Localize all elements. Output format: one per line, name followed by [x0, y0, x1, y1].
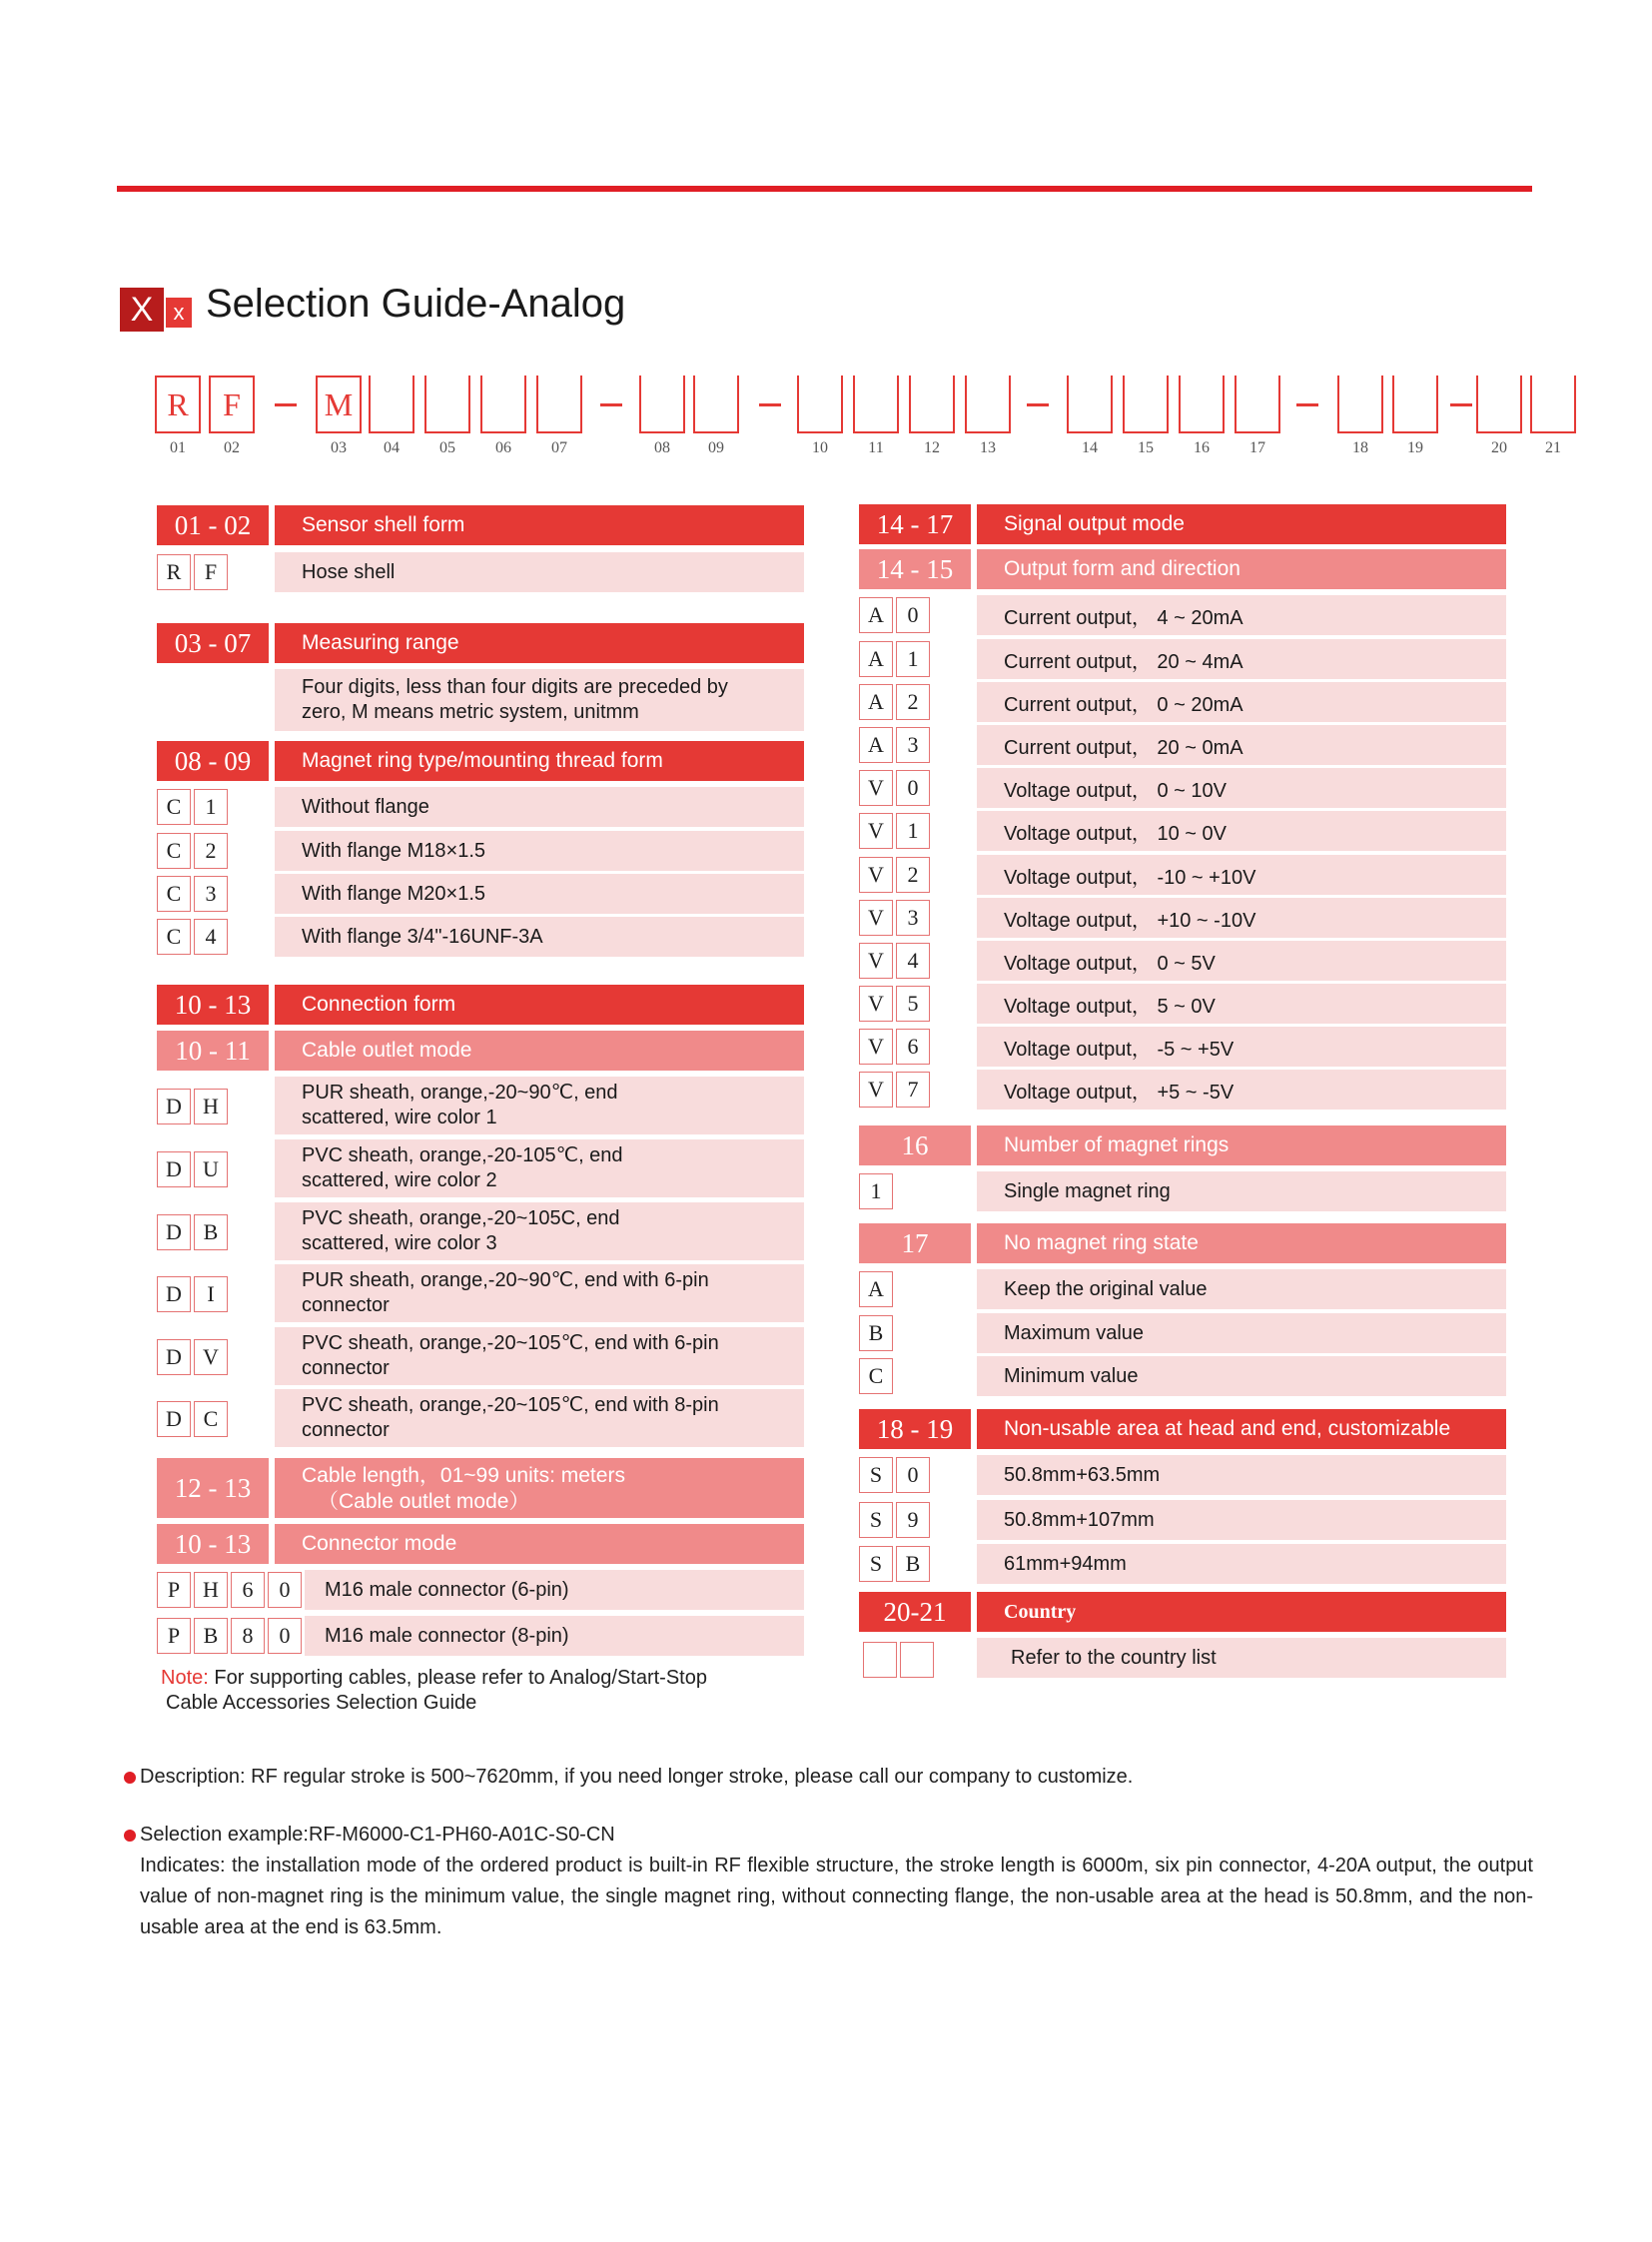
cable-outlet-line1: PVC sheath, orange,-20~105℃, end with 8-pin — [302, 1394, 719, 1416]
cable-outlet-line2: scattered, wire color 2 — [302, 1169, 497, 1191]
no-magnet-state-desc: Maximum value — [977, 1313, 1506, 1353]
cable-outlet-cell: D — [157, 1214, 191, 1250]
cable-length-line2: （Cable outlet mode） — [318, 1490, 530, 1513]
cable-outlet-cell: I — [194, 1276, 228, 1312]
non-usable-area-cell: S — [859, 1546, 893, 1582]
cable-outlet-code: 10 - 11 — [157, 1031, 269, 1071]
code-position-20: 20 — [1491, 439, 1507, 456]
code-box-21 — [1530, 375, 1576, 433]
non-usable-area-desc: 61mm+94mm — [977, 1544, 1506, 1584]
cable-length-line1: Cable length，01~99 units: meters — [302, 1464, 625, 1487]
cable-outlet-line1: PVC sheath, orange,-20~105℃, end with 6-pin — [302, 1332, 719, 1354]
note-line2: Cable Accessories Selection Guide — [166, 1692, 477, 1714]
magnet-ring-type-cell: 1 — [194, 789, 228, 825]
output-form-cell: 3 — [896, 900, 930, 936]
non-usable-area-desc: 50.8mm+63.5mm — [977, 1455, 1506, 1495]
no-magnet-state-desc: Keep the original value — [977, 1269, 1506, 1309]
no-magnet-state-cell: A — [859, 1271, 893, 1307]
magnet-rings-cell: 1 — [859, 1173, 893, 1209]
output-form-desc: Voltage output， 5 ~ 0V — [977, 984, 1506, 1024]
code-box-07 — [536, 375, 582, 433]
magnet-ring-type-desc: With flange M20×1.5 — [275, 874, 804, 914]
output-form-desc: Current output， 0 ~ 20mA — [977, 682, 1506, 722]
non-usable-area-cell: S — [859, 1457, 893, 1493]
output-form-desc: Current output， 4 ~ 20mA — [977, 595, 1506, 635]
connector-mode-cell: 8 — [231, 1618, 265, 1654]
description-text: Description: RF regular stroke is 500~7620mm, if you need longer stroke, please call our company to customize. — [140, 1766, 1134, 1788]
output-form-cell: V — [859, 986, 893, 1022]
magnet-rings-code: 16 — [859, 1125, 971, 1165]
cable-outlet-cell: D — [157, 1339, 191, 1375]
non-usable-area-code: 18 - 19 — [859, 1409, 971, 1449]
cable-outlet-cell: C — [194, 1401, 228, 1437]
logo-big-x: X — [120, 288, 164, 332]
signal-output-title: Signal output mode — [977, 504, 1506, 544]
connector-mode-desc: M16 male connector (8-pin) — [305, 1616, 804, 1656]
cable-outlet-desc — [275, 1389, 804, 1447]
cable-outlet-cell: D — [157, 1276, 191, 1312]
output-form-cell: A — [859, 597, 893, 633]
code-position-08: 08 — [654, 439, 670, 456]
code-position-05: 05 — [439, 439, 455, 456]
cable-outlet-line2: connector — [302, 1419, 390, 1441]
bullet-icon — [124, 1830, 136, 1842]
code-position-17: 17 — [1249, 439, 1265, 456]
code-position-01: 01 — [170, 439, 186, 456]
logo-small-x: x — [166, 298, 192, 328]
measuring-range-line2: zero, M means metric system, unitmm — [302, 701, 639, 723]
cable-outlet-line2: scattered, wire color 1 — [302, 1107, 497, 1128]
connector-mode-cell: H — [194, 1572, 228, 1608]
sensor-shell-desc: Hose shell — [275, 552, 804, 592]
output-form-cell: 3 — [896, 727, 930, 763]
cable-outlet-line2: scattered, wire color 3 — [302, 1232, 497, 1254]
no-magnet-state-cell: B — [859, 1315, 893, 1351]
output-form-desc: Current output， 20 ~ 4mA — [977, 639, 1506, 679]
output-form-cell: 1 — [896, 813, 930, 849]
code-dash — [1450, 403, 1472, 406]
output-form-code: 14 - 15 — [859, 549, 971, 589]
code-position-02: 02 — [224, 439, 240, 456]
magnet-ring-type-title: Magnet ring type/mounting thread form — [275, 741, 804, 781]
code-box-03: M — [316, 375, 362, 433]
country-desc: Refer to the country list — [977, 1638, 1506, 1678]
cable-outlet-desc — [275, 1139, 804, 1197]
code-box-05 — [424, 375, 470, 433]
country-title: Country — [977, 1592, 1506, 1632]
no-magnet-state-desc: Minimum value — [977, 1356, 1506, 1396]
magnet-ring-type-cell: 4 — [194, 919, 228, 955]
code-box-18 — [1337, 375, 1383, 433]
non-usable-area-cell: 0 — [896, 1457, 930, 1493]
output-form-desc: Voltage output， 10 ~ 0V — [977, 811, 1506, 851]
code-dash — [759, 403, 781, 406]
connector-mode-desc: M16 male connector (6-pin) — [305, 1570, 804, 1610]
country-cell — [863, 1642, 897, 1678]
code-dash — [1296, 403, 1318, 406]
page-title: Selection Guide-Analog — [206, 282, 626, 326]
cable-outlet-line1: PVC sheath, orange,-20~105C, end — [302, 1207, 620, 1229]
cable-outlet-line2: connector — [302, 1294, 390, 1316]
measuring-range-line1: Four digits, less than four digits are preceded by — [302, 676, 728, 698]
connector-mode-cell: B — [194, 1618, 228, 1654]
output-form-desc: Voltage output， +5 ~ -5V — [977, 1070, 1506, 1110]
output-form-desc: Voltage output， -10 ~ +10V — [977, 855, 1506, 895]
cable-outlet-title: Cable outlet mode — [275, 1031, 804, 1071]
code-box-20 — [1476, 375, 1522, 433]
cable-outlet-cell: V — [194, 1339, 228, 1375]
measuring-range-title: Measuring range — [275, 623, 804, 663]
non-usable-area-desc: 50.8mm+107mm — [977, 1500, 1506, 1540]
top-rule — [117, 186, 1532, 192]
cable-outlet-cell: B — [194, 1214, 228, 1250]
code-position-19: 19 — [1407, 439, 1423, 456]
magnet-ring-type-code: 08 - 09 — [157, 741, 269, 781]
magnet-ring-type-desc: Without flange — [275, 787, 804, 827]
code-position-16: 16 — [1194, 439, 1210, 456]
sensor-shell-code: 01 - 02 — [157, 505, 269, 545]
cable-outlet-line2: connector — [302, 1357, 390, 1379]
magnet-rings-title: Number of magnet rings — [977, 1125, 1506, 1165]
code-position-06: 06 — [495, 439, 511, 456]
code-box-01: R — [155, 375, 201, 433]
output-form-cell: V — [859, 900, 893, 936]
cable-outlet-line1: PVC sheath, orange,-20-105℃, end — [302, 1144, 623, 1166]
code-position-21: 21 — [1545, 439, 1561, 456]
non-usable-area-title: Non-usable area at head and end, customizable — [977, 1409, 1506, 1449]
code-box-02: F — [209, 375, 255, 433]
code-position-13: 13 — [980, 439, 996, 456]
non-usable-area-cell: B — [896, 1546, 930, 1582]
output-form-cell: 1 — [896, 641, 930, 677]
output-form-cell: V — [859, 770, 893, 806]
cable-outlet-cell: D — [157, 1401, 191, 1437]
code-box-06 — [480, 375, 526, 433]
connector-mode-cell: P — [157, 1618, 191, 1654]
cable-outlet-desc — [275, 1202, 804, 1260]
output-form-desc: Voltage output， +10 ~ -10V — [977, 898, 1506, 938]
indicates-text: Indicates: the installation mode of the ordered product is built-in RF flexible structure, the stroke length is 6000m, six pin connector, 4-20A output, the output value of non-magnet ring is the minimum value, the single magnet ring, without connecting flange, the non-usable area at the head is 50.8mm, and the non-usable area at the end is 63.5mm. — [140, 1855, 1533, 1938]
cable-length-code: 12 - 13 — [157, 1458, 269, 1518]
output-form-desc: Voltage output， -5 ~ +5V — [977, 1027, 1506, 1067]
no-magnet-state-code: 17 — [859, 1223, 971, 1263]
output-form-cell: 2 — [896, 684, 930, 720]
code-position-04: 04 — [384, 439, 400, 456]
code-position-07: 07 — [551, 439, 567, 456]
measuring-range-desc — [275, 669, 804, 731]
output-form-cell: A — [859, 641, 893, 677]
code-position-18: 18 — [1352, 439, 1368, 456]
sensor-shell-title: Sensor shell form — [275, 505, 804, 545]
code-box-08 — [639, 375, 685, 433]
connector-mode-code: 10 - 13 — [157, 1524, 269, 1564]
code-box-12 — [909, 375, 955, 433]
code-position-14: 14 — [1082, 439, 1098, 456]
code-dash — [1027, 403, 1049, 406]
connector-mode-cell: 6 — [231, 1572, 265, 1608]
connector-mode-cell: 0 — [268, 1572, 302, 1608]
note-body: For supporting cables, please refer to Analog/Start-Stop — [208, 1667, 707, 1689]
output-form-cell: 7 — [896, 1072, 930, 1108]
connection-form-title: Connection form — [275, 985, 804, 1025]
code-dash — [275, 403, 297, 406]
no-magnet-state-cell: C — [859, 1358, 893, 1394]
connector-mode-cell: P — [157, 1572, 191, 1608]
output-form-cell: 2 — [896, 857, 930, 893]
code-position-10: 10 — [812, 439, 828, 456]
code-box-15 — [1123, 375, 1169, 433]
cable-outlet-line1: PUR sheath, orange,-20~90℃, end with 6-pin — [302, 1269, 709, 1291]
cable-outlet-line1: PUR sheath, orange,-20~90℃, end — [302, 1082, 618, 1104]
output-form-cell: V — [859, 1029, 893, 1065]
cable-outlet-cell: H — [194, 1089, 228, 1124]
code-box-11 — [853, 375, 899, 433]
sensor-shell-cell: F — [194, 554, 228, 590]
non-usable-area-cell: 9 — [896, 1502, 930, 1538]
magnet-ring-type-cell: 3 — [194, 876, 228, 912]
cable-outlet-cell: U — [194, 1151, 228, 1187]
sensor-shell-cell: R — [157, 554, 191, 590]
cable-outlet-desc — [275, 1077, 804, 1134]
country-cell — [900, 1642, 934, 1678]
cable-length-title — [275, 1458, 804, 1518]
magnet-ring-type-cell: C — [157, 833, 191, 869]
output-form-cell: 0 — [896, 770, 930, 806]
code-dash — [600, 403, 622, 406]
magnet-ring-type-cell: C — [157, 919, 191, 955]
code-box-17 — [1235, 375, 1280, 433]
code-position-11: 11 — [868, 439, 884, 456]
output-form-cell: V — [859, 943, 893, 979]
output-form-cell: V — [859, 857, 893, 893]
country-code: 20-21 — [859, 1592, 971, 1632]
note-text — [161, 1666, 820, 1716]
cable-outlet-desc — [275, 1327, 804, 1385]
output-form-cell: V — [859, 813, 893, 849]
code-position-03: 03 — [331, 439, 347, 456]
cable-outlet-cell: D — [157, 1151, 191, 1187]
connector-mode-title: Connector mode — [275, 1524, 804, 1564]
output-form-cell: V — [859, 1072, 893, 1108]
non-usable-area-cell: S — [859, 1502, 893, 1538]
magnet-ring-type-cell: C — [157, 876, 191, 912]
magnet-rings-desc: Single magnet ring — [977, 1171, 1506, 1211]
code-position-12: 12 — [924, 439, 940, 456]
code-box-10 — [797, 375, 843, 433]
note-line1 — [161, 1666, 820, 1691]
code-box-16 — [1179, 375, 1225, 433]
bullet-icon — [124, 1772, 136, 1784]
output-form-cell: 5 — [896, 986, 930, 1022]
output-form-cell: 0 — [896, 597, 930, 633]
magnet-ring-type-desc: With flange 3/4"-16UNF-3A — [275, 917, 804, 957]
connector-mode-cell: 0 — [268, 1618, 302, 1654]
no-magnet-state-title: No magnet ring state — [977, 1223, 1506, 1263]
code-position-09: 09 — [708, 439, 724, 456]
note-label: Note: — [161, 1667, 209, 1689]
output-form-desc: Voltage output， 0 ~ 10V — [977, 768, 1506, 808]
selection-example: Selection example:RF-M6000-C1-PH60-A01C-S0-CN — [140, 1824, 615, 1846]
code-box-04 — [369, 375, 414, 433]
connection-form-code: 10 - 13 — [157, 985, 269, 1025]
code-box-09 — [693, 375, 739, 433]
magnet-ring-type-cell: C — [157, 789, 191, 825]
code-box-19 — [1392, 375, 1438, 433]
output-form-cell: A — [859, 684, 893, 720]
signal-output-code: 14 - 17 — [859, 504, 971, 544]
cable-outlet-desc — [275, 1264, 804, 1322]
output-form-cell: 6 — [896, 1029, 930, 1065]
output-form-desc: Voltage output， 0 ~ 5V — [977, 941, 1506, 981]
output-form-desc: Current output， 20 ~ 0mA — [977, 725, 1506, 765]
output-form-cell: 4 — [896, 943, 930, 979]
measuring-range-code: 03 - 07 — [157, 623, 269, 663]
cable-outlet-cell: D — [157, 1089, 191, 1124]
magnet-ring-type-cell: 2 — [194, 833, 228, 869]
code-box-14 — [1067, 375, 1113, 433]
output-form-title: Output form and direction — [977, 549, 1506, 589]
code-box-13 — [965, 375, 1011, 433]
output-form-cell: A — [859, 727, 893, 763]
magnet-ring-type-desc: With flange M18×1.5 — [275, 831, 804, 871]
code-position-15: 15 — [1138, 439, 1154, 456]
